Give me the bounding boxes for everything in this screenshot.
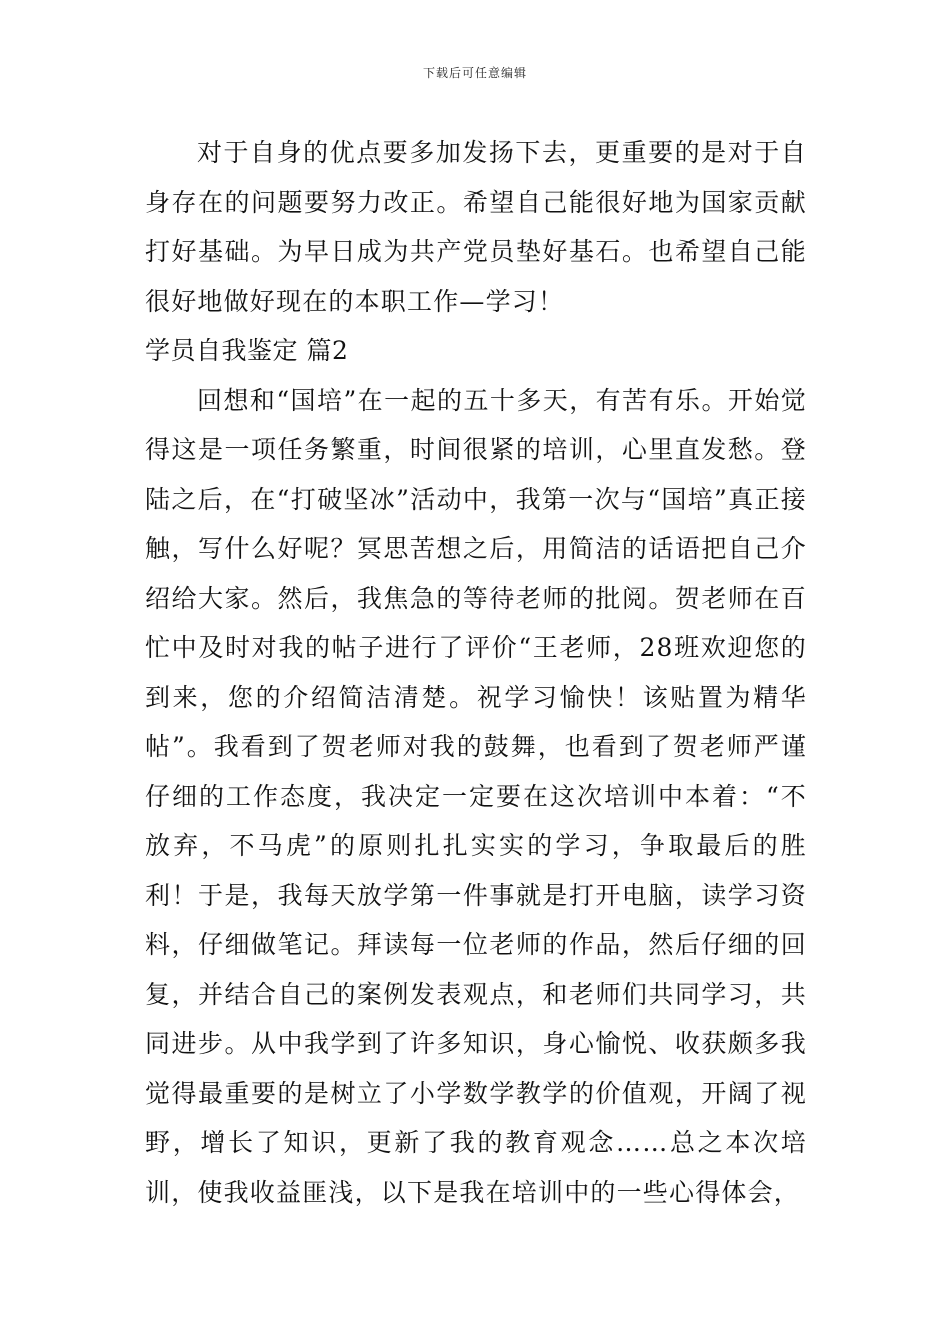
page-header: 下载后可任意编辑: [422, 66, 527, 80]
section-heading: 学员自我鉴定 篇2: [145, 336, 349, 365]
paragraph-training-reflection: 回想和“国培”在一起的五十多天，有苦有乐。开始觉得这是一项任务繁重，时间很紧的培训，心里直发愁。登陆之后，在“打破坚冰”活动中，我第一次与“国培”真正接触，写什么好呢？冥思苦想之后，用简洁的话语把自己介绍给大家。然后，我焦急的等待老师的批阅。贺老师在百忙中及时对我的帖子进行了评价“王老师，28班欢迎您的到来，您的介绍简洁清楚。祝学习愉快！该贴置为精华帖”。我看到了贺老师对我的鼓舞，也看到了贺老师严谨仔细的工作态度，我决定一定要在这次培训中本着：“不放弃，不马虎”的原则扎扎实实的学习，争取最后的胜利！于是，我每天放学第一件事就是打开电脑，读学习资料，仔细做笔记。拜读每一位老师的作品，然后仔细的回复，并结合自己的案例发表观点，和老师们共同学习，共同进步。从中我学到了许多知识，身心愉悦、收获颇多我觉得最重要的是树立了小学数学教学的价值观，开阔了视野，增长了知识，更新了我的教育观念……总之本次培训，使我收益匪浅，以下是我在培训中的一些心得体会，: [145, 385, 807, 1207]
paragraph-self-improvement: 对于自身的优点要多加发扬下去，更重要的是对于自身存在的问题要努力改正。希望自己能很好地为国家贡献打好基础。为早日成为共产党员垫好基石。也希望自己能很好地做好现在的本职工作—学习！: [145, 138, 807, 316]
document-body: [145, 128, 807, 1217]
